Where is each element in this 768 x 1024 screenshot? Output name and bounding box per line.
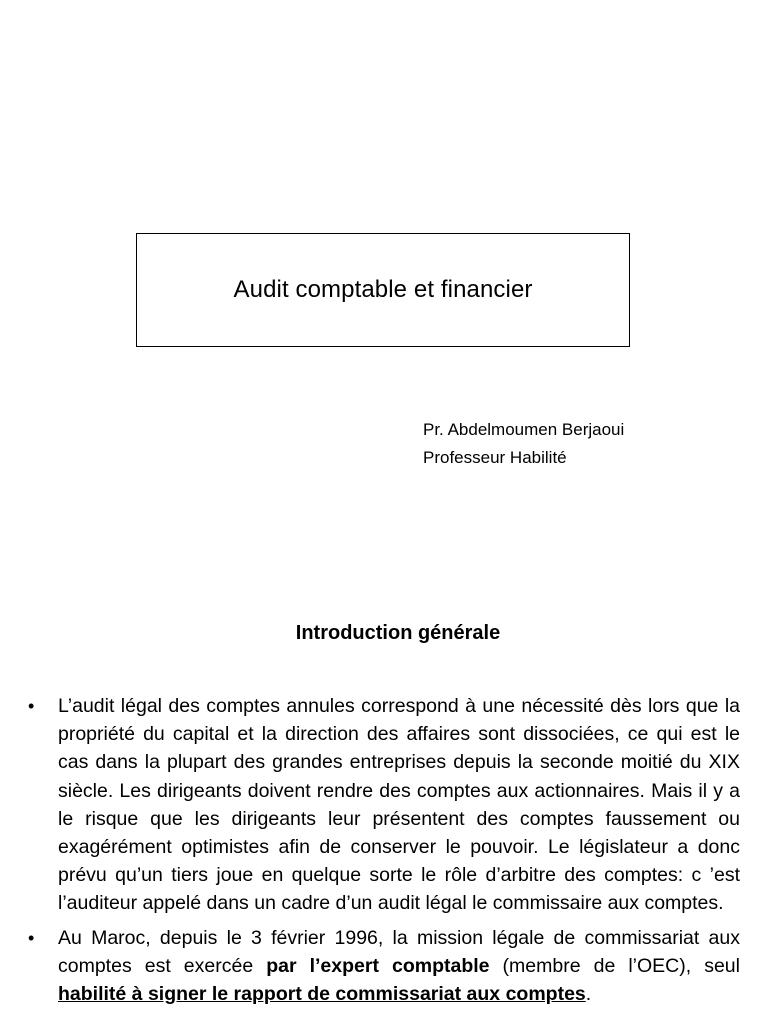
bullet-text: L’audit légal des comptes annules correspond à une nécessité dès lors que la propriété du capital et la direction des affaires sont dissociées, ce qui est le cas dans la plupart des grandes entreprises depuis la seconde moitié du XIX siècle. Les dirigeants doivent rendre des comptes aux actionnaires. Mais il y a le risque que les dirigeants leur présentent des comptes faussement ou exagérément optimistes afin de conserver le pouvoir. Le législateur a donc prévu qu’un tiers joue en quelque sorte le rôle d’arbitre des comptes: c ’est l’auditeur appelé dans un cadre d’un audit légal le commissaire aux comptes. — [58, 695, 740, 915]
bullet-text-part: . — [585, 983, 592, 1006]
author-name: Pr. Abdelmoumen Berjaoui — [423, 420, 625, 439]
bullet-list — [24, 692, 740, 1014]
list-item — [24, 924, 740, 1009]
bullet-emphasis-underlined: habilité à signer le rapport de commissariat aux comptes — [58, 983, 586, 1006]
document-title: Audit comptable et financier — [233, 276, 533, 303]
bullet-icon: • — [28, 927, 35, 948]
bullet-icon: • — [28, 696, 35, 716]
bullet-text-part: (membre de l’OEC), seul — [489, 954, 740, 977]
bullet-emphasis: par l’expert comptable — [266, 954, 490, 977]
list-item — [24, 692, 740, 918]
title-box — [136, 233, 630, 347]
bullet-text-part: Au Maroc, depuis le 3 février 1996, la mission légale de commissariat aux comptes est exercée — [58, 926, 740, 977]
introduction-slide — [0, 576, 768, 1024]
author-block — [423, 416, 624, 472]
section-heading: Introduction générale — [295, 622, 501, 644]
author-role: Professeur Habilité — [423, 448, 567, 467]
